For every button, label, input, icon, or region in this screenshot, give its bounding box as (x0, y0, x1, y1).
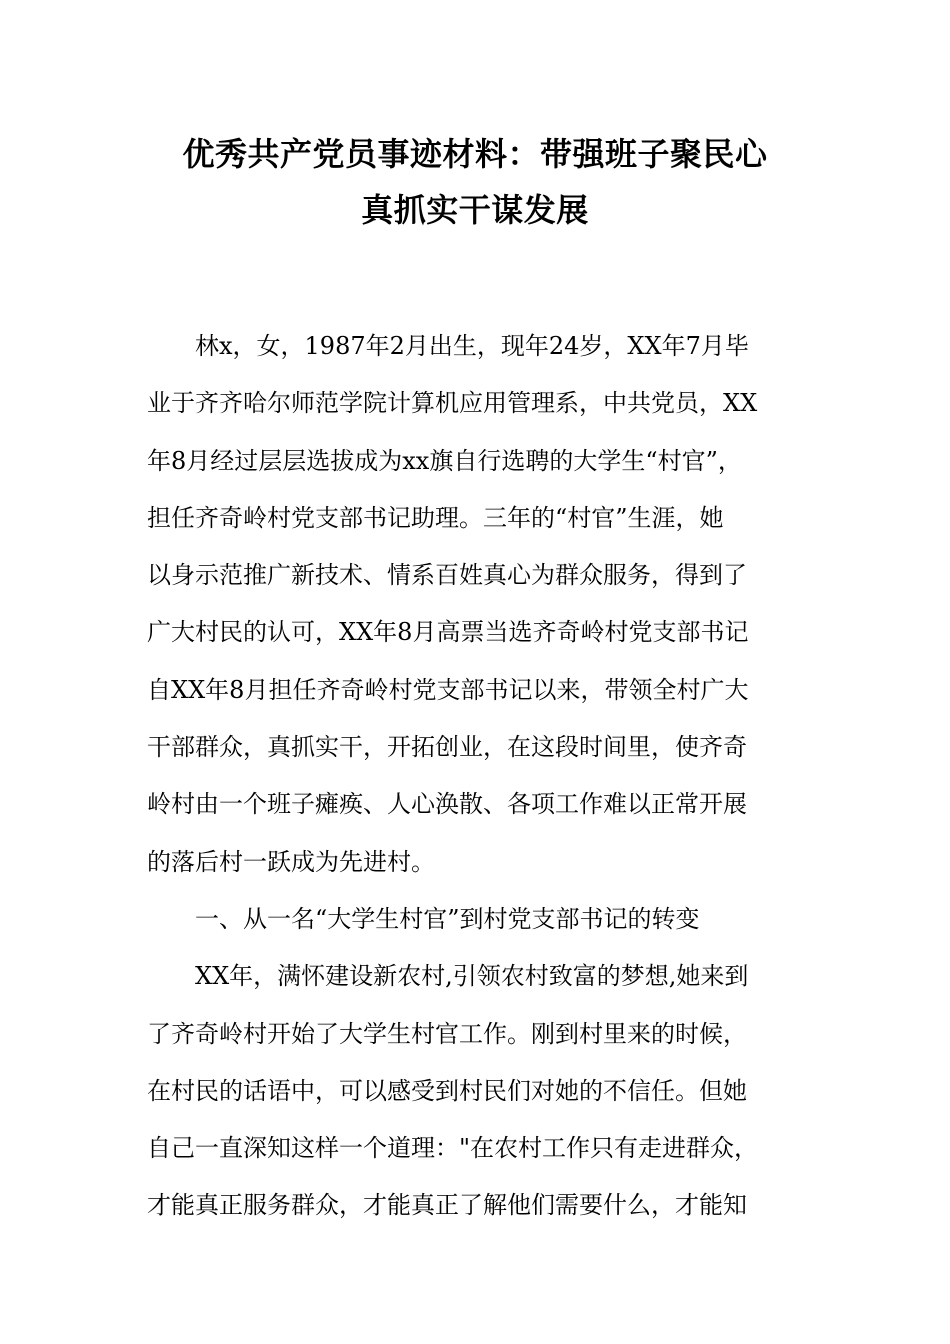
paragraph-line: 才能真正服务群众，才能真正了解他们需要什么，才能知 (147, 1191, 747, 1220)
paragraph-line: 林x，女，1987年2月出生，现年24岁，XX年7月毕 (195, 332, 749, 360)
paragraph-line: XX年，满怀建设新农村,引领农村致富的梦想,她来到 (195, 962, 749, 991)
paragraph-line: 担任齐奇岭村党支部书记助理。三年的“村官”生涯，她 (147, 503, 724, 532)
paragraph-line: 干部群众，真抓实干，开拓创业，在这段时间里，使齐奇 (147, 733, 747, 762)
section-heading: 一、从一名“大学生村官”到村党支部书记的转变 (195, 904, 700, 933)
paragraph-line: 在村民的话语中，可以感受到村民们对她的不信任。但她 (147, 1076, 747, 1105)
paragraph-line: 的落后村一跃成为先进村。 (147, 847, 435, 876)
document-title-line-1: 优秀共产党员事迹材料：带强班子聚民心 (182, 135, 768, 173)
paragraph-line: 广大村民的认可，XX年8月高票当选齐奇岭村党支部书记 (147, 618, 749, 647)
paragraph-line: 自己一直深知这样一个道理："在农村工作只有走进群众， (147, 1134, 759, 1163)
paragraph-line: 了齐奇岭村开始了大学生村官工作。刚到村里来的时候， (147, 1019, 747, 1048)
paragraph-line: 岭村由一个班子瘫痪、人心涣散、各项工作难以正常开展 (147, 790, 747, 819)
paragraph-line: 年8月经过层层选拔成为xx旗自行选聘的大学生“村官”， (147, 446, 742, 475)
paragraph-line: 自XX年8月担任齐奇岭村党支部书记以来，带领全村广大 (147, 675, 749, 704)
document-title-line-2: 真抓实干谋发展 (361, 191, 589, 229)
paragraph-line: 以身示范推广新技术、情系百姓真心为群众服务，得到了 (147, 561, 747, 590)
paragraph-line: 业于齐齐哈尔师范学院计算机应用管理系，中共党员，XX (147, 389, 758, 418)
document-body (147, 318, 817, 1235)
